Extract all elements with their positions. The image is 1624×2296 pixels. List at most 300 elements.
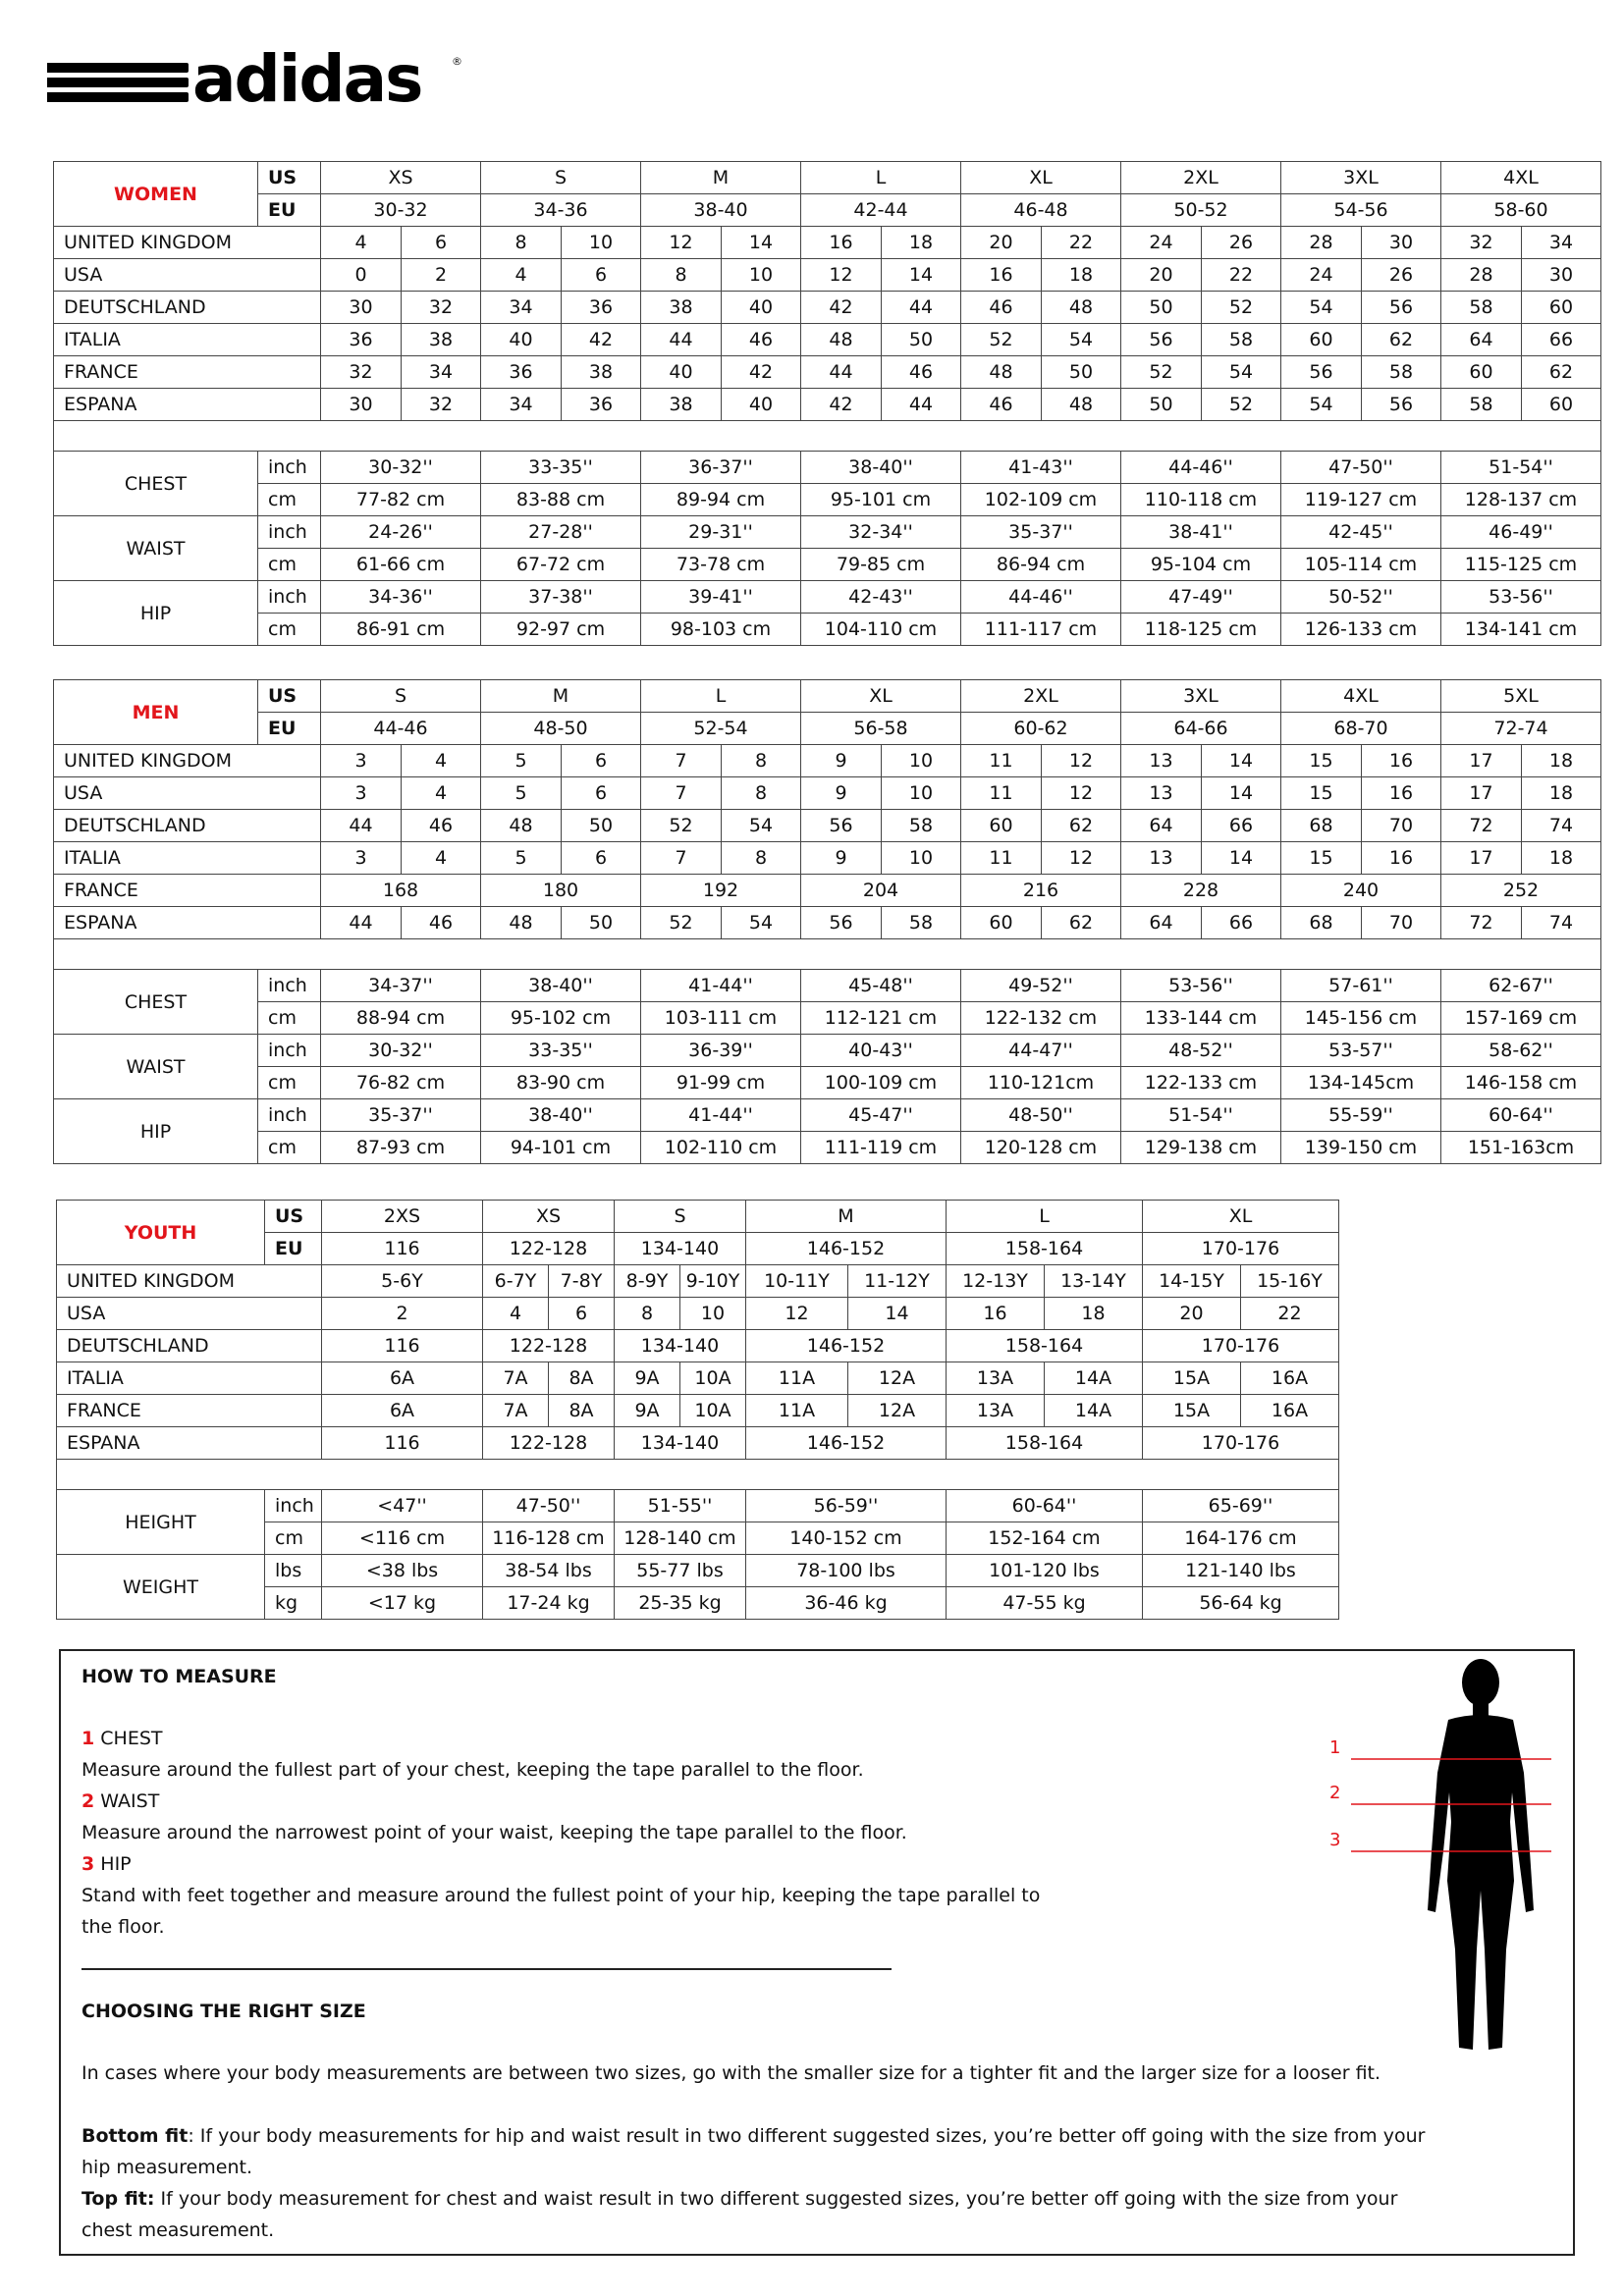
size-value: 15 <box>1281 745 1362 777</box>
size-value: 6 <box>562 745 641 777</box>
size-value: 12 <box>641 227 722 259</box>
eu-size: 122-128 <box>483 1233 615 1265</box>
table-row <box>54 1132 1601 1164</box>
country-name: FRANCE <box>54 875 321 907</box>
size-value: 16 <box>1362 745 1441 777</box>
measure-value: 47-50'' <box>1281 452 1441 484</box>
size-value: 62 <box>1522 356 1601 389</box>
table-row <box>54 356 1601 389</box>
size-value: 12 <box>801 259 882 292</box>
size-value: 2 <box>322 1298 483 1330</box>
measure-value: 164-176 cm <box>1143 1522 1339 1555</box>
size-value: 72 <box>1441 810 1522 842</box>
measure-value: 45-47'' <box>801 1099 961 1132</box>
us-header: US <box>258 680 321 713</box>
measure-value: 30-32'' <box>321 1035 481 1067</box>
measure-value: 60-64'' <box>1441 1099 1601 1132</box>
size-value: 146-152 <box>746 1427 947 1460</box>
spacer-row <box>54 939 1601 970</box>
country-name: UNITED KINGDOM <box>54 227 321 259</box>
table-row <box>57 1265 1339 1298</box>
size-value: 11A <box>746 1362 848 1395</box>
size-value: 15A <box>1143 1362 1241 1395</box>
size-value: 12 <box>746 1298 848 1330</box>
table-row <box>54 875 1601 907</box>
three-stripes-icon <box>47 63 189 112</box>
size-value: 216 <box>961 875 1121 907</box>
size-value: 54 <box>1281 389 1362 421</box>
size-value: 48 <box>961 356 1042 389</box>
table-row <box>54 810 1601 842</box>
size-value: 36 <box>562 292 641 324</box>
size-value: 170-176 <box>1143 1427 1339 1460</box>
eu-size: 116 <box>322 1233 483 1265</box>
measure-value: 121-140 lbs <box>1143 1555 1339 1587</box>
measure-value: 110-121cm <box>961 1067 1121 1099</box>
size-value: 5-6Y <box>322 1265 483 1298</box>
country-name: ITALIA <box>57 1362 322 1395</box>
measure-value: 53-56'' <box>1121 970 1281 1002</box>
measure-value: 152-164 cm <box>947 1522 1143 1555</box>
size-value: 20 <box>1121 259 1202 292</box>
measure-value: 98-103 cm <box>641 614 801 646</box>
measure-value: 91-99 cm <box>641 1067 801 1099</box>
eu-size: 158-164 <box>947 1233 1143 1265</box>
size-value: 22 <box>1241 1298 1339 1330</box>
category-label: MEN <box>54 680 258 745</box>
table-row <box>54 389 1601 421</box>
measure-value: 33-35'' <box>481 452 641 484</box>
measure-value: 79-85 cm <box>801 549 961 581</box>
measure-value: <38 lbs <box>322 1555 483 1587</box>
measure-value: 100-109 cm <box>801 1067 961 1099</box>
measure-value: 51-55'' <box>615 1490 746 1522</box>
guide-waist-desc: Measure around the narrowest point of your waist, keeping the tape parallel to the floor. <box>81 1822 907 1843</box>
size-value: 5 <box>481 842 562 875</box>
size-value: 8A <box>549 1395 615 1427</box>
size-value: 22 <box>1042 227 1121 259</box>
country-name: UNITED KINGDOM <box>54 745 321 777</box>
size-value: 17 <box>1441 745 1522 777</box>
size-value: 38 <box>402 324 481 356</box>
table-row <box>54 259 1601 292</box>
size-value: 58 <box>882 810 961 842</box>
measure-value: 47-50'' <box>483 1490 615 1522</box>
table-row <box>54 452 1601 484</box>
measure-value: 47-49'' <box>1121 581 1281 614</box>
measure-value: 103-111 cm <box>641 1002 801 1035</box>
country-name: FRANCE <box>54 356 321 389</box>
table-row <box>54 162 1601 194</box>
measure-value: 115-125 cm <box>1441 549 1601 581</box>
size-value: 48 <box>801 324 882 356</box>
size-value: 34 <box>1522 227 1601 259</box>
size-value: 8 <box>722 842 801 875</box>
measure-value: 55-77 lbs <box>615 1555 746 1587</box>
eu-size: 64-66 <box>1121 713 1281 745</box>
eu-size: 54-56 <box>1281 194 1441 227</box>
women-table <box>53 161 1601 646</box>
size-value: 70 <box>1362 810 1441 842</box>
measure-value: 86-94 cm <box>961 549 1121 581</box>
size-value: 170-176 <box>1143 1330 1339 1362</box>
size-value: 12-13Y <box>947 1265 1045 1298</box>
measure-value: 24-26'' <box>321 516 481 549</box>
size-value: 158-164 <box>947 1427 1143 1460</box>
eu-size: 30-32 <box>321 194 481 227</box>
measure-value: 27-28'' <box>481 516 641 549</box>
unit-label: cm <box>258 614 321 646</box>
size-value: 17 <box>1441 842 1522 875</box>
size-value: 116 <box>322 1427 483 1460</box>
size-value: 6A <box>322 1395 483 1427</box>
size-value: 54 <box>722 907 801 939</box>
table-row <box>54 1002 1601 1035</box>
us-size: 5XL <box>1441 680 1601 713</box>
size-value: 32 <box>402 292 481 324</box>
size-value: 46 <box>402 907 481 939</box>
size-value: 68 <box>1281 810 1362 842</box>
size-value: 60 <box>1522 389 1601 421</box>
measure-value: 57-61'' <box>1281 970 1441 1002</box>
size-value: 32 <box>402 389 481 421</box>
category-label: YOUTH <box>57 1201 265 1265</box>
size-value: 12 <box>1042 745 1121 777</box>
measure-value: 48-52'' <box>1121 1035 1281 1067</box>
measure-name: WAIST <box>54 1035 258 1099</box>
size-value: 40 <box>481 324 562 356</box>
divider <box>81 1968 892 1970</box>
size-value: 36 <box>481 356 562 389</box>
us-header: US <box>265 1201 322 1233</box>
measure-value: 41-44'' <box>641 970 801 1002</box>
eu-header: EU <box>258 713 321 745</box>
us-size: 4XL <box>1281 680 1441 713</box>
measure-value: 67-72 cm <box>481 549 641 581</box>
size-value: 18 <box>1522 842 1601 875</box>
measure-value: 134-141 cm <box>1441 614 1601 646</box>
us-size: S <box>615 1201 746 1233</box>
country-name: ESPANA <box>54 907 321 939</box>
size-value: 146-152 <box>746 1330 947 1362</box>
table-row <box>54 1035 1601 1067</box>
table-row <box>57 1395 1339 1427</box>
size-value: 54 <box>1202 356 1281 389</box>
size-value: 18 <box>1522 745 1601 777</box>
size-value: 30 <box>321 389 402 421</box>
unit-label: inch <box>258 516 321 549</box>
measure-value: 122-132 cm <box>961 1002 1121 1035</box>
size-value: 48 <box>1042 389 1121 421</box>
us-size: 3XL <box>1281 162 1441 194</box>
spacer-cell <box>54 939 1601 970</box>
size-value: 13A <box>947 1395 1045 1427</box>
measure-value: 92-97 cm <box>481 614 641 646</box>
size-value: 4 <box>402 745 481 777</box>
eu-size: 48-50 <box>481 713 641 745</box>
measure-value: 51-54'' <box>1441 452 1601 484</box>
spacer-cell <box>57 1460 1339 1490</box>
size-value: 9-10Y <box>680 1265 746 1298</box>
size-value: 44 <box>321 810 402 842</box>
size-value: 9A <box>615 1362 680 1395</box>
size-value: 18 <box>1045 1298 1143 1330</box>
size-value: 16 <box>961 259 1042 292</box>
measure-value: 157-169 cm <box>1441 1002 1601 1035</box>
size-value: 192 <box>641 875 801 907</box>
size-value: 5 <box>481 777 562 810</box>
table-row <box>54 713 1601 745</box>
size-value: 18 <box>1522 777 1601 810</box>
us-size: XS <box>483 1201 615 1233</box>
measure-value: 122-133 cm <box>1121 1067 1281 1099</box>
us-size: L <box>641 680 801 713</box>
measure-value: 111-117 cm <box>961 614 1121 646</box>
measure-value: 105-114 cm <box>1281 549 1441 581</box>
measure-value: 83-88 cm <box>481 484 641 516</box>
us-header: US <box>258 162 321 194</box>
size-value: 122-128 <box>483 1427 615 1460</box>
choosing-size-text: In cases where your body measurements are between two sizes, go with the smaller size for a tighter fit and the larger size for a looser fit. <box>81 2062 1381 2084</box>
measure-value: 129-138 cm <box>1121 1132 1281 1164</box>
measure-value: 53-56'' <box>1441 581 1601 614</box>
top-fit-text: Top fit: If your body measurement for chest and waist result in two different suggested sizes, you’re better off going with the size from your <box>81 2188 1398 2210</box>
table-row <box>54 745 1601 777</box>
size-value: 42 <box>801 292 882 324</box>
measure-value: 34-36'' <box>321 581 481 614</box>
size-value: 8 <box>481 227 562 259</box>
size-value: 68 <box>1281 907 1362 939</box>
measure-value: 118-125 cm <box>1121 614 1281 646</box>
size-value: 26 <box>1202 227 1281 259</box>
size-value: 70 <box>1362 907 1441 939</box>
size-value: 52 <box>1202 389 1281 421</box>
unit-label: inch <box>258 1099 321 1132</box>
country-name: USA <box>54 259 321 292</box>
measure-value: 101-120 lbs <box>947 1555 1143 1587</box>
size-value: 12A <box>848 1362 947 1395</box>
measure-value: <17 kg <box>322 1587 483 1620</box>
category-label: WOMEN <box>54 162 258 227</box>
size-value: 13-14Y <box>1045 1265 1143 1298</box>
size-value: 16A <box>1241 1395 1339 1427</box>
size-value: 44 <box>882 292 961 324</box>
measure-value: 145-156 cm <box>1281 1002 1441 1035</box>
size-value: 54 <box>722 810 801 842</box>
size-value: 64 <box>1121 810 1202 842</box>
measure-value: 58-62'' <box>1441 1035 1601 1067</box>
measure-value: 95-101 cm <box>801 484 961 516</box>
measure-name: HIP <box>54 581 258 646</box>
size-value: 20 <box>961 227 1042 259</box>
eu-header: EU <box>265 1233 322 1265</box>
adidas-logo <box>47 41 462 117</box>
size-value: 28 <box>1441 259 1522 292</box>
size-value: 10 <box>882 842 961 875</box>
guide-hip-desc-2: the floor. <box>81 1916 165 1938</box>
measure-value: 126-133 cm <box>1281 614 1441 646</box>
size-value: 16 <box>1362 777 1441 810</box>
table-row <box>57 1555 1339 1587</box>
size-value: 72 <box>1441 907 1522 939</box>
measure-value: 39-41'' <box>641 581 801 614</box>
measure-value: 76-82 cm <box>321 1067 481 1099</box>
size-value: 12A <box>848 1395 947 1427</box>
size-value: 6 <box>562 842 641 875</box>
size-value: 30 <box>1362 227 1441 259</box>
bottom-fit-text: Bottom fit: If your body measurements for hip and waist result in two different suggested sizes, you’re better off going with the size from your <box>81 2125 1426 2147</box>
size-value: 16 <box>1362 842 1441 875</box>
men-table <box>53 679 1601 1164</box>
measure-name: CHEST <box>54 452 258 516</box>
us-size: L <box>801 162 961 194</box>
size-value: 5 <box>481 745 562 777</box>
measure-value: 29-31'' <box>641 516 801 549</box>
size-value: 46 <box>961 292 1042 324</box>
eu-size: 134-140 <box>615 1233 746 1265</box>
size-value: 44 <box>882 389 961 421</box>
size-value: 66 <box>1202 907 1281 939</box>
size-value: 10 <box>680 1298 746 1330</box>
size-value: 36 <box>562 389 641 421</box>
size-value: 30 <box>1522 259 1601 292</box>
table-row <box>54 1067 1601 1099</box>
size-value: 52 <box>641 810 722 842</box>
table-row <box>54 549 1601 581</box>
measure-name: WEIGHT <box>57 1555 265 1620</box>
us-size: 3XL <box>1121 680 1281 713</box>
size-value: 38 <box>641 292 722 324</box>
measure-value: 89-94 cm <box>641 484 801 516</box>
size-value: 60 <box>1441 356 1522 389</box>
unit-label: kg <box>265 1587 322 1620</box>
size-value: 8 <box>722 745 801 777</box>
measure-value: 42-43'' <box>801 581 961 614</box>
country-name: USA <box>54 777 321 810</box>
size-value: 54 <box>1042 324 1121 356</box>
size-value: 48 <box>481 907 562 939</box>
size-value: 4 <box>321 227 402 259</box>
eu-header: EU <box>258 194 321 227</box>
eu-size: 58-60 <box>1441 194 1601 227</box>
size-value: 60 <box>1281 324 1362 356</box>
size-value: 7-8Y <box>549 1265 615 1298</box>
size-value: 50 <box>1121 389 1202 421</box>
table-row <box>54 194 1601 227</box>
size-value: 13 <box>1121 777 1202 810</box>
size-value: 10A <box>680 1362 746 1395</box>
measure-value: 36-39'' <box>641 1035 801 1067</box>
size-value: 15-16Y <box>1241 1265 1339 1298</box>
table-row <box>57 1427 1339 1460</box>
measure-value: 133-144 cm <box>1121 1002 1281 1035</box>
size-value: 14-15Y <box>1143 1265 1241 1298</box>
measure-value: 51-54'' <box>1121 1099 1281 1132</box>
size-value: 58 <box>882 907 961 939</box>
spacer-cell <box>54 421 1601 452</box>
size-value: 204 <box>801 875 961 907</box>
eu-size: 170-176 <box>1143 1233 1339 1265</box>
measure-value: 110-118 cm <box>1121 484 1281 516</box>
unit-label: inch <box>258 581 321 614</box>
measure-value: 40-43'' <box>801 1035 961 1067</box>
size-value: 3 <box>321 777 402 810</box>
size-value: 6 <box>402 227 481 259</box>
guide-item-waist: 2 WAIST <box>81 1790 160 1812</box>
size-value: 16 <box>801 227 882 259</box>
table-row <box>54 1099 1601 1132</box>
size-value: 56 <box>801 810 882 842</box>
size-value: 7 <box>641 745 722 777</box>
size-value: 38 <box>641 389 722 421</box>
size-value: 7 <box>641 842 722 875</box>
country-name: FRANCE <box>57 1395 322 1427</box>
eu-size: 46-48 <box>961 194 1121 227</box>
size-value: 252 <box>1441 875 1601 907</box>
spacer-row <box>57 1460 1339 1490</box>
size-value: 56 <box>1281 356 1362 389</box>
size-value: 8 <box>722 777 801 810</box>
size-value: 14 <box>722 227 801 259</box>
measure-value: 38-40'' <box>801 452 961 484</box>
measure-value: 73-78 cm <box>641 549 801 581</box>
table-row <box>54 970 1601 1002</box>
measure-value: 86-91 cm <box>321 614 481 646</box>
size-value: 6 <box>562 777 641 810</box>
measure-name: WAIST <box>54 516 258 581</box>
size-value: 15A <box>1143 1395 1241 1427</box>
measure-value: 78-100 lbs <box>746 1555 947 1587</box>
youth-table <box>56 1200 1339 1620</box>
country-name: UNITED KINGDOM <box>57 1265 322 1298</box>
size-value: 44 <box>801 356 882 389</box>
size-value: 158-164 <box>947 1330 1143 1362</box>
size-value: 48 <box>1042 292 1121 324</box>
size-value: 66 <box>1522 324 1601 356</box>
size-value: 16 <box>947 1298 1045 1330</box>
measure-value: 37-38'' <box>481 581 641 614</box>
table-row <box>54 227 1601 259</box>
size-value: 64 <box>1441 324 1522 356</box>
size-value: 62 <box>1362 324 1441 356</box>
size-value: 34 <box>481 389 562 421</box>
measure-value: 102-110 cm <box>641 1132 801 1164</box>
measure-value: 61-66 cm <box>321 549 481 581</box>
table-row <box>54 292 1601 324</box>
measure-value: 38-40'' <box>481 1099 641 1132</box>
size-value: 14 <box>848 1298 947 1330</box>
size-value: 50 <box>562 810 641 842</box>
unit-label: cm <box>258 1067 321 1099</box>
unit-label: cm <box>258 484 321 516</box>
measure-value: 35-37'' <box>321 1099 481 1132</box>
us-size: M <box>641 162 801 194</box>
measure-value: 32-34'' <box>801 516 961 549</box>
unit-label: cm <box>258 1132 321 1164</box>
country-name: DEUTSCHLAND <box>54 292 321 324</box>
size-value: 4 <box>402 777 481 810</box>
table-row <box>54 842 1601 875</box>
choosing-size-title: CHOOSING THE RIGHT SIZE <box>81 2001 366 2022</box>
measure-value: 25-35 kg <box>615 1587 746 1620</box>
unit-label: lbs <box>265 1555 322 1587</box>
country-name: DEUTSCHLAND <box>57 1330 322 1362</box>
size-value: 14 <box>882 259 961 292</box>
size-value: 9 <box>801 745 882 777</box>
measure-value: 30-32'' <box>321 452 481 484</box>
measure-name: HIP <box>54 1099 258 1164</box>
size-value: 44 <box>641 324 722 356</box>
